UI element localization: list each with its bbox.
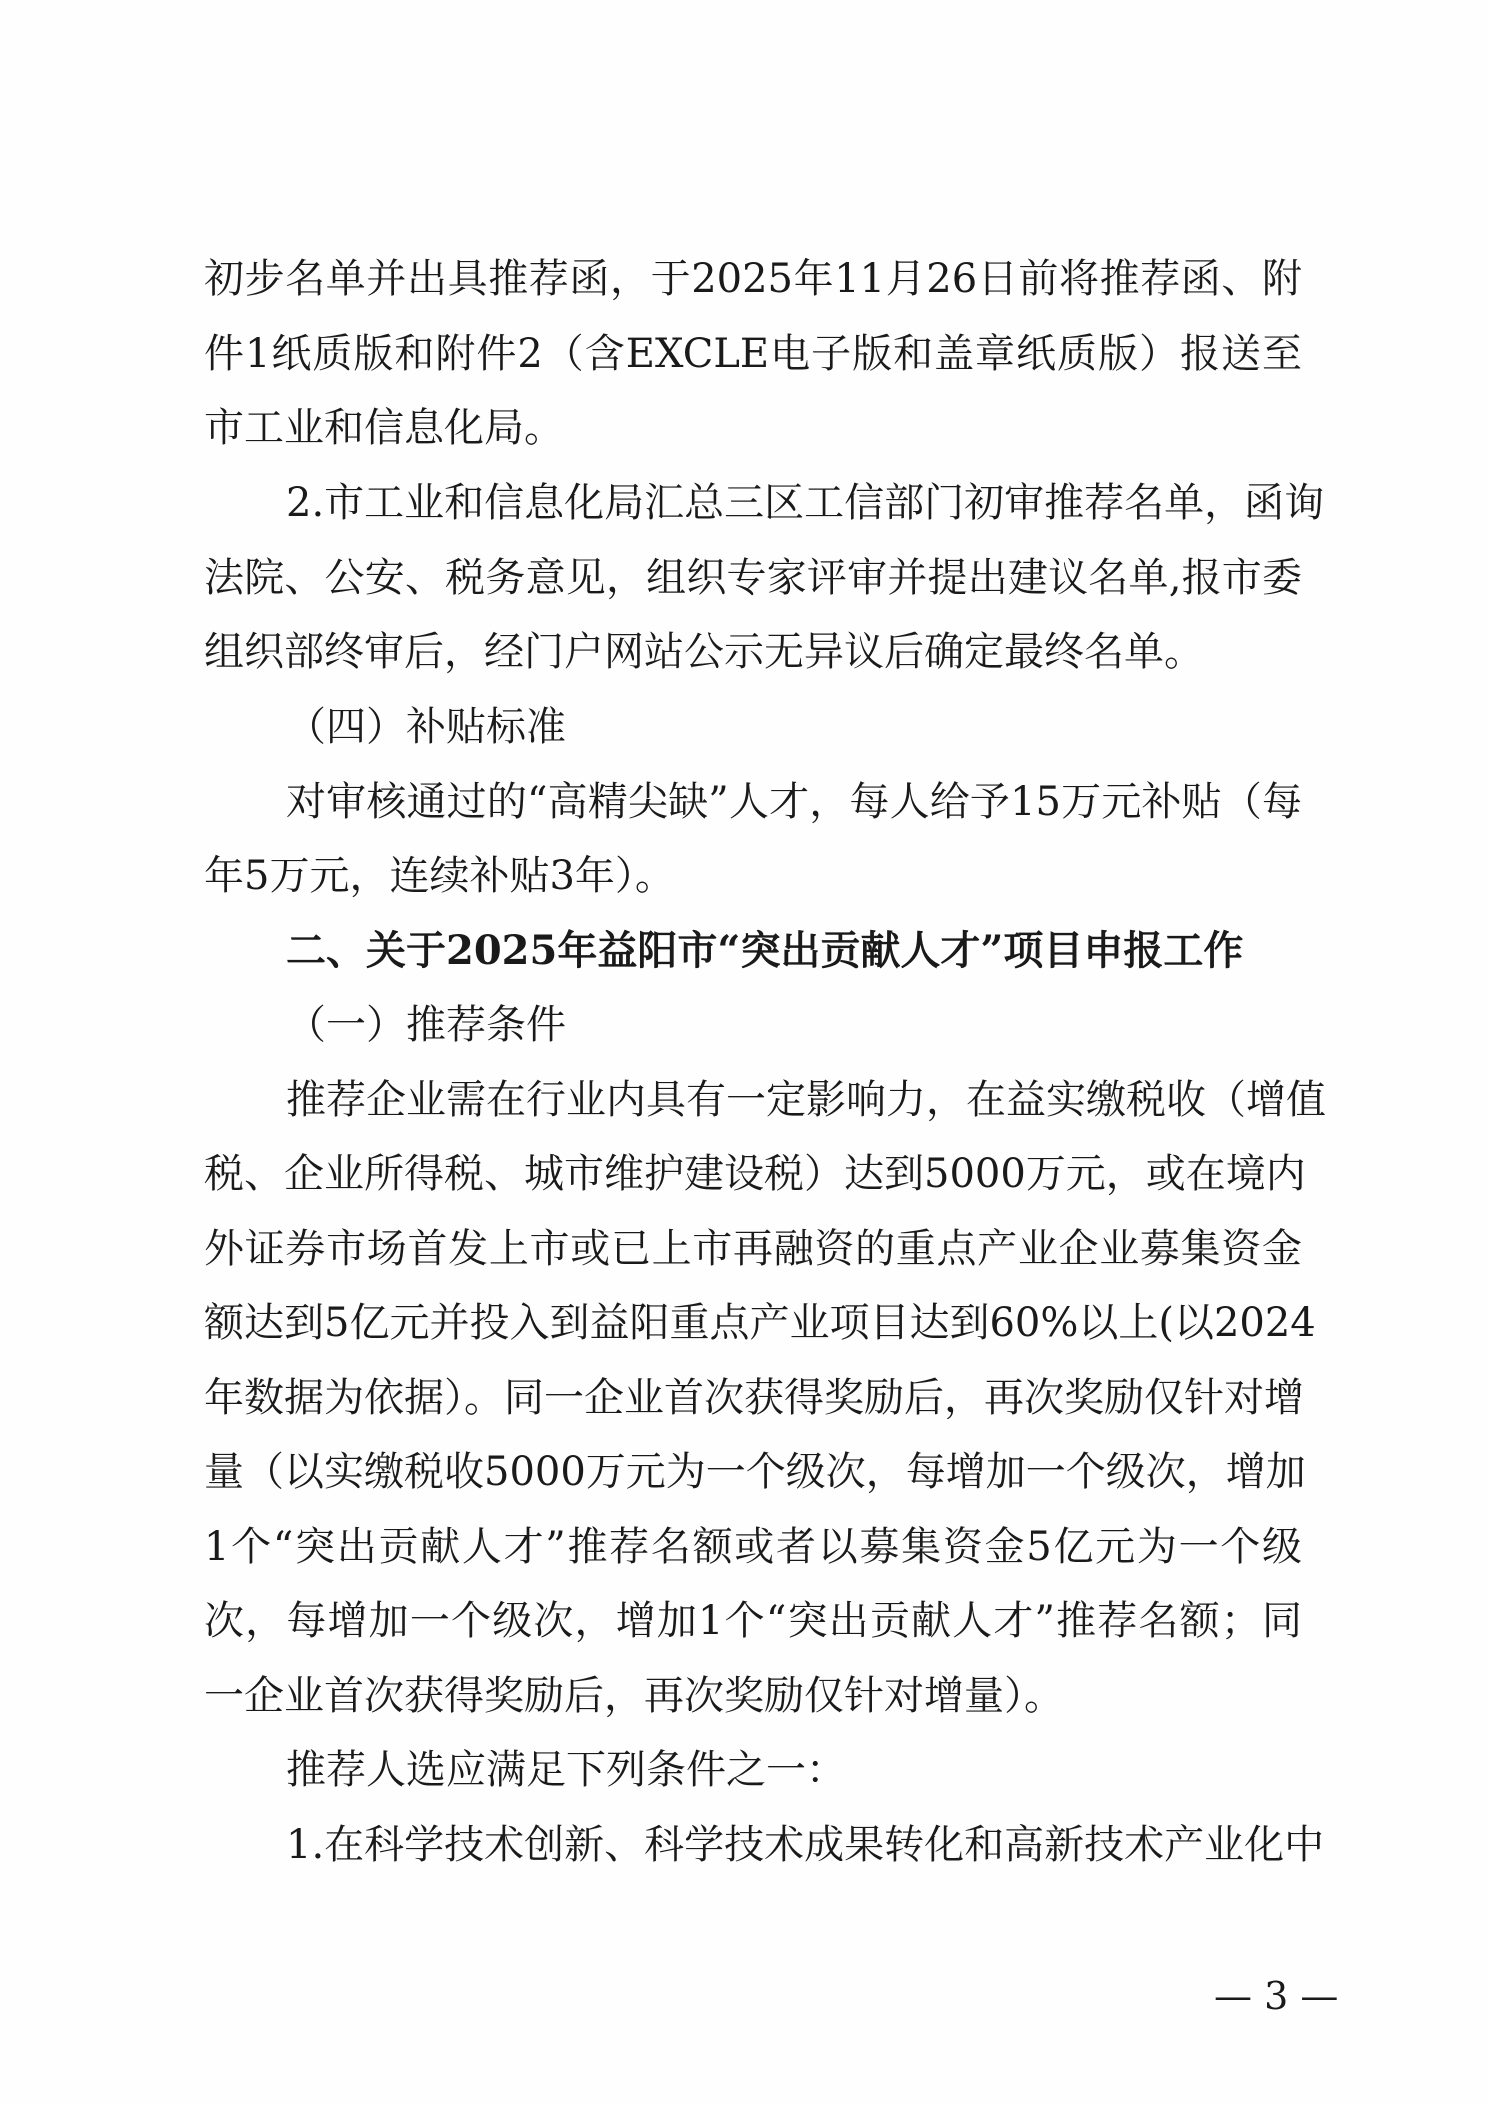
body-text-line: 推荐人选应满足下列条件之一： (286, 1747, 846, 1793)
section-subheading: （四）补贴标准 (286, 704, 566, 750)
body-text-line: 市工业和信息化局。 (204, 405, 564, 451)
body-text-line: 税、企业所得税、城市维护建设税）达到5000万元，或在境内 (204, 1151, 1306, 1197)
section-heading: 二、关于2025年益阳市“突出贡献人才”项目申报工作 (286, 927, 1244, 974)
body-text-line: 量（以实缴税收5000万元为一个级次，每增加一个级次，增加 (204, 1449, 1306, 1495)
body-text-line: 件1纸质版和附件2（含EXCLE电子版和盖章纸质版）报送至 (204, 331, 1302, 377)
body-text-line: 对审核通过的“高精尖缺”人才，每人给予15万元补贴（每 (286, 779, 1302, 825)
body-text-line: 1.在科学技术创新、科学技术成果转化和高新技术产业化中 (286, 1822, 1325, 1868)
body-text-line: 年数据为依据）。同一企业首次获得奖励后，再次奖励仅针对增 (204, 1375, 1304, 1421)
page-number: — 3 — (1214, 1974, 1339, 2018)
body-text-line: 组织部终审后，经门户网站公示无异议后确定最终名单。 (204, 629, 1204, 675)
body-text-line: 一企业首次获得奖励后，再次奖励仅针对增量）。 (204, 1673, 1064, 1719)
body-text-line: 推荐企业需在行业内具有一定影响力，在益实缴税收（增值 (286, 1077, 1326, 1123)
body-text-line: 初步名单并出具推荐函，于2025年11月26日前将推荐函、附 (204, 256, 1302, 302)
body-text-line: 法院、公安、税务意见，组织专家评审并提出建议名单,报市委 (204, 555, 1302, 601)
body-text-line: 1个“突出贡献人才”推荐名额或者以募集资金5亿元为一个级 (204, 1524, 1302, 1570)
body-text-line: 次，每增加一个级次，增加1个“突出贡献人才”推荐名额；同 (204, 1598, 1302, 1644)
body-text-line: 额达到5亿元并投入到益阳重点产业项目达到60%以上(以2024 (204, 1300, 1316, 1346)
body-text-line: 年5万元，连续补贴3年）。 (204, 853, 675, 899)
body-text-line: 外证券市场首发上市或已上市再融资的重点产业企业募集资金 (204, 1226, 1302, 1272)
section-subheading: （一）推荐条件 (286, 1002, 566, 1048)
body-text-line: 2.市工业和信息化局汇总三区工信部门初审推荐名单，函询 (286, 480, 1325, 526)
